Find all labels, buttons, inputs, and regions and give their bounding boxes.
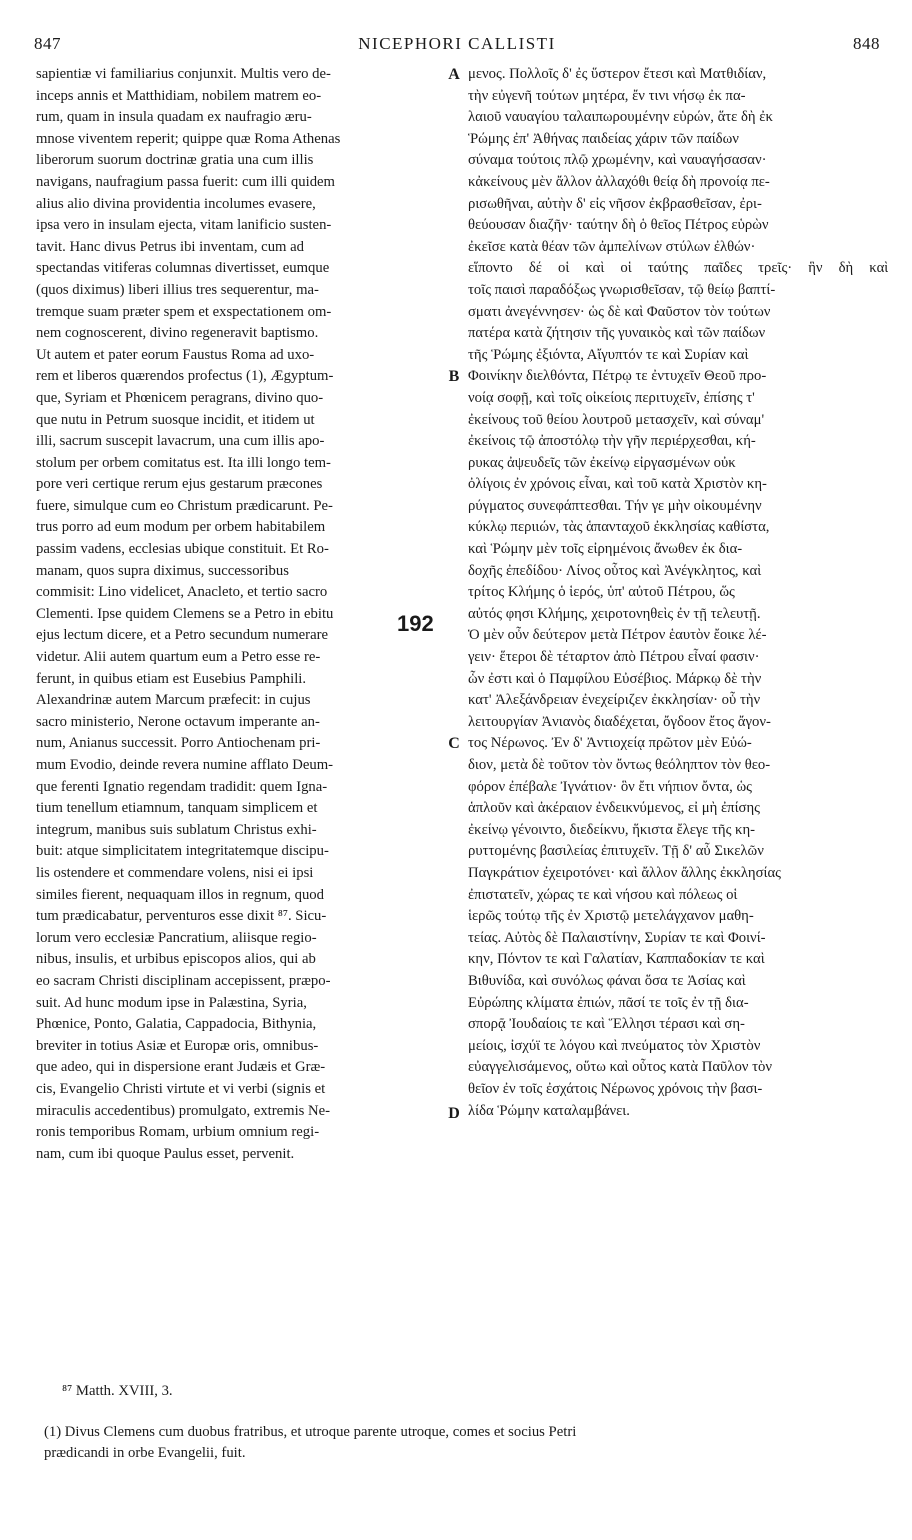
greek-text-line: ἐκείνοις τῷ ἀποστόλῳ τὴν γῆν περιέρχεσθαι, κή- — [468, 433, 756, 450]
greek-text-line: κύκλῳ περιιών, τὰς ἁπανταχοῦ ἐκκλησίας καθίστα, — [468, 519, 770, 536]
latin-text-line: que ferenti Ignatio regendam tradidit: quem Igna- — [36, 778, 328, 795]
latin-text-line: tum prædicabatur, perventuros esse dixit ⁸⁷. Sicu- — [36, 908, 327, 925]
greek-text-line: ὀλίγοις ἐν χρόνοις εἶναι, καὶ τοῦ κατὰ Χριστὸν κη- — [468, 476, 767, 493]
greek-text-line: λειτουργίαν Ἀνιανὸς διαδέχεται, ὄγδοον ἔτος ἄγον- — [468, 713, 771, 730]
latin-text-line: passim vadens, ecclesias ubique constituit. Et Ro- — [36, 541, 329, 558]
section-letter-b: B — [448, 368, 460, 385]
latin-text-line: integrum, manibus suis sublatum Christus exhi- — [36, 821, 317, 838]
latin-text-line: num, Anianus successit. Porro Antiochenam pri- — [36, 735, 321, 752]
greek-text-line: Βιθυνίδα, καὶ συνόλως φάναι ὅσα τε Ἀσίας καὶ — [468, 972, 746, 989]
greek-text-line: φόρον ἐπέβαλε Ἰγνάτιον· ὃν ἔτι νήπιον ὄντα, ὡς — [468, 778, 752, 795]
greek-text-line: ρισωθῆναι, αὐτὴν δ' εἰς νῆσον ἐκβρασθεῖσαν, ἐρι- — [468, 195, 762, 212]
latin-text-line: alius alio divina providentia incolumes evasere, — [36, 195, 316, 212]
greek-text-line: ἁπλοῦν καὶ ἀκέραιον ἐνδεικνύμενος, εἰ μὴ ἐπίσης — [468, 800, 760, 817]
latin-text-line: miraculis accedentibus) promulgato, extremis Ne- — [36, 1102, 331, 1119]
greek-text-line: νοίᾳ σοφῇ, καὶ τοῖς οἰκείοις περιτυχεῖν, ἐπίσης τ' — [468, 389, 755, 406]
page-number-left: 847 — [34, 34, 61, 53]
section-letter-c: C — [448, 735, 460, 752]
latin-text-line: que nutu in Petrum suosque incidit, et itidem ut — [36, 411, 315, 428]
running-title: NICEPHORI CALLISTI — [358, 34, 556, 53]
latin-text-line: illi, sacrum suscepit lavacrum, una cum illis apo- — [36, 433, 325, 450]
greek-text-line: ἐκείνῳ γένοιντο, διεδείκνυ, ἥκιστα ἔλεγε τῆς κη- — [468, 821, 756, 838]
running-header — [34, 34, 880, 56]
greek-text-line: ἐκείνους τοῦ θείου λουτροῦ μετασχεῖν, καὶ σύναμ' — [468, 411, 765, 428]
latin-text-line: breviter in totius Asiæ et Europæ oris, omnibus- — [36, 1037, 319, 1054]
latin-text-line: videtur. Alii autem quartum eum a Petro esse re- — [36, 649, 321, 666]
latin-text-line: (quos diximus) liberi illius tres sequerentur, ma- — [36, 281, 319, 298]
greek-text-line: σύναμα τούτοις πλῷ χρωμένην, καὶ ναυαγήσασαν· — [468, 152, 767, 169]
latin-text-line: Alexandrinæ autem Marcum præfecit: in cujus — [36, 692, 311, 709]
greek-text-line: ρυκας ἀψευδεῖς τῶν ἐκείνῳ εἰργασμένων οὐκ — [468, 454, 736, 471]
latin-text-line: que adeo, qui in dispersione erant Judæis et Græ- — [36, 1059, 326, 1076]
latin-column — [36, 64, 446, 1165]
latin-text-line: navigans, naufragium passa fuerit: cum illi quidem — [36, 173, 335, 190]
latin-text-line: rum, quam in insula quadam ex naufragio æru- — [36, 109, 312, 126]
latin-text-line: mnose viventem reperit; quippe quæ Roma Athenas — [36, 130, 341, 147]
section-letter-a: A — [448, 66, 460, 83]
greek-text-line: δοχῆς ἐπεδίδου· Λίνος οὗτος καὶ Ἀνέγκλητος, καὶ — [468, 562, 762, 579]
greek-text-line: αὐτός φησι Κλήμης, χειροτονηθεὶς ἐν τῇ τελευτῇ. — [468, 605, 761, 622]
latin-text-line: nibus, insulis, et urbibus episcopos alios, qui ab — [36, 951, 316, 968]
latin-text-line: fuere, simulque cum eo Christum prædicarunt. Pe- — [36, 497, 333, 514]
greek-text-line: εἵποντο δέ οἱ καὶ οἱ ταύτης παῖδες τρεῖς· ἣν δὴ καὶ — [468, 260, 888, 277]
greek-text-line: σπορᾷ Ἰουδαίοις τε καὶ Ἕλλησι τέρασι καὶ ση- — [468, 1016, 745, 1033]
latin-text-line: sapientiæ vi familiarius conjunxit. Multis vero de- — [36, 66, 331, 82]
latin-text-line: liberorum suorum doctrinæ gratia una cum illis — [36, 152, 314, 169]
greek-text-line: θεῖον ἐν τοῖς ἐσχάτοις Νέρωνος χρόνοις τὴν βασι- — [468, 1080, 763, 1097]
latin-text-line: mum Evodio, deinde revera numine afflato Deum- — [36, 757, 334, 773]
greek-text-line: κατ' Ἀλεξάνδρειαν ἐνεχείριζεν ἐκκλησίαν· οὗ τὴν — [468, 692, 761, 709]
greek-text-line: κἀκείνους μὲν ἄλλον ἀλλαχόθι θείᾳ δὴ προνοίᾳ πε- — [468, 173, 770, 190]
greek-text-line: μενος. Πολλοῖς δ' ἐς ὕστερον ἔτεσι καὶ Ματθιδίαν, — [468, 66, 767, 82]
greek-text-line: Ῥώμης ἐπ' Ἀθήνας παιδείας χάριν τῶν παίδων — [468, 130, 739, 147]
latin-text-line: ipsa vero in insulam ejecta, vitam lanificio susten- — [36, 217, 332, 234]
latin-text-line: stolum per orbem comitatus est. Ita illi longo tem- — [36, 454, 331, 471]
greek-text-line: τῆς Ῥώμης ἐξιόντα, Αἴγυπτόν τε καὶ Συρίαν καὶ — [468, 346, 749, 363]
greek-text-line: θεύουσαν διαζῆν· ταύτην δὴ ὁ θεῖος Πέτρος εὑρὼν — [468, 217, 769, 234]
latin-text-line: similes fierent, nequaquam illos in regnum, quod — [36, 886, 324, 903]
latin-text-line: tremque suam præter spem et exspectationem om- — [36, 303, 332, 320]
greek-text-line: ὧν ἐστι καὶ ὁ Παμφίλου Εὐσέβιος. Μάρκῳ δὲ τὴν — [468, 670, 762, 687]
greek-text-line: μείοις, ἰσχύϊ τε λόγου καὶ πνεύματος τὸν Χριστὸν — [468, 1037, 761, 1054]
greek-text-line: Παγκράτιον ἐχειροτόνει· καὶ ἄλλον ἄλλης ἐκκλησίας — [468, 864, 781, 881]
latin-text-line: que, Syriam et Phœnicem peragrans, divino quo- — [36, 389, 324, 406]
greek-text-line: τρίτος Κλήμης ὁ ἱερός, ὑπ' αὐτοῦ Πέτρου, ὥς — [468, 584, 735, 601]
latin-text-line: ronis temporibus Romam, urbium omnium regi- — [36, 1124, 320, 1141]
latin-text-line: Phœnice, Ponto, Galatia, Cappadocia, Bithynia, — [36, 1016, 317, 1033]
latin-text-line: nam, cum ibi quoque Paulus esset, pervenit. — [36, 1145, 295, 1162]
latin-text-line: lis ostendere et commendare volens, nisi ei ipsi — [36, 864, 314, 881]
latin-text-line: tavit. Hanc divus Petrus ibi inventam, cum ad — [36, 238, 304, 255]
margin-number: 192 — [397, 611, 434, 636]
latin-text-line: sacro ministerio, Nerone octavum imperante an- — [36, 713, 320, 730]
greek-text-line: τείας. Αὐτὸς δὲ Παλαιστίνην, Συρίαν τε καὶ Φοινί- — [468, 929, 766, 946]
latin-text-line: tium tenellum etiamnum, tanquam simplicem et — [36, 800, 318, 817]
greek-column — [468, 64, 888, 1122]
footnote-line: prædicandi in orbe Evangelii, fuit. — [44, 1445, 246, 1461]
greek-text-line: εὐαγγελισάμενος, οὕτω καὶ οὗτος κατὰ Παῦλον τὸν — [468, 1059, 772, 1076]
greek-text-line: λίδα Ῥώμην καταλαμβάνει. — [468, 1102, 630, 1119]
greek-text-line: γειν· ἕτεροι δὲ τέταρτον ἀπὸ Πέτρου εἶναί φασιν· — [468, 649, 760, 666]
greek-text-line: τος Νέρωνος. Ἐν δ' Ἀντιοχείᾳ πρῶτον μὲν Εὐώ- — [468, 735, 752, 752]
latin-text-line: ejus lectum dicere, et a Petro secundum numerare — [36, 627, 329, 644]
latin-text-line: commisit: Lino videlicet, Anacleto, et tertio sacro — [36, 584, 328, 601]
page-number-right: 848 — [853, 34, 880, 53]
greek-text-line: τοῖς παισὶ παραδόξως γνωρισθεῖσαν, τῷ θείῳ βαπτί- — [468, 281, 776, 298]
latin-text-line: nem cognoscerent, divino regeneravit baptismo. — [36, 325, 319, 342]
greek-text-line: Εὐρώπης κλίματα ἐπιών, πᾶσί τε τοῖς ἐν τῇ δια- — [468, 994, 749, 1011]
latin-text-line: Ut autem et pater eorum Faustus Roma ad uxo- — [36, 346, 315, 363]
greek-text-line: Φοινίκην διελθόντα, Πέτρῳ τε ἐντυχεῖν Θεοῦ προ- — [468, 368, 767, 385]
greek-text-line: κην, Πόντον τε καὶ Γαλατίαν, Καππαδοκίαν τε καὶ — [468, 951, 765, 968]
greek-text-line: ρύγματος συνεφάπτεσθαι. Τήν γε μὴν οἰκουμένην — [468, 497, 762, 514]
scripture-reference: ⁸⁷ Matth. XVIII, 3. — [62, 1383, 173, 1399]
greek-text-line: Ὁ μὲν οὖν δεύτερον μετὰ Πέτρον ἑαυτὸν ἔοικε λέ- — [468, 627, 767, 644]
greek-text-line: ρυττομένης βασιλείας ἐπιτυχεῖν. Τῇ δ' αὖ Σικελῶν — [468, 843, 764, 860]
greek-text-line: ἱερῶς τούτῳ τῆς ἐν Χριστῷ μετελάγχανον μαθη- — [468, 908, 754, 925]
latin-text-line: trus porro ad eum modum per orbem habitabilem — [36, 519, 326, 536]
greek-text-line: καὶ Ῥώμην μὲν τοῖς εἰρημένοις ἄνωθεν ἐκ δια- — [468, 541, 743, 558]
greek-text-line: ἐκεῖσε κατὰ θέαν τῶν ἀμπελίνων στύλων ἐλθών· — [468, 238, 756, 255]
greek-text-line: τὴν εὐγενῆ τούτων μητέρα, ἔν τινι νήσῳ ἐκ πα- — [468, 87, 746, 104]
section-letter-d: D — [448, 1105, 460, 1122]
latin-text-line: lorum vero ecclesiæ Pancratium, aliisque regio- — [36, 929, 317, 946]
latin-text-line: suit. Ad hunc modum ipse in Palæstina, Syria, — [36, 994, 307, 1011]
greek-text-line: σματι ἀνεγέννησεν· ὡς δὲ καὶ Φαῦστον τὸν τούτων — [468, 303, 771, 320]
latin-text-line: ferunt, in quibus etiam est Eusebius Pamphili. — [36, 670, 307, 687]
greek-text-line: ἐπιστατεῖν, χώρας τε καὶ νήσου καὶ πόλεως οἱ — [468, 886, 738, 903]
footnote-line: (1) Divus Clemens cum duobus fratribus, et utroque parente utroque, comes et socius Petri — [44, 1424, 577, 1440]
greek-text-line: πατέρα κατὰ ζήτησιν τῆς γυναικὸς καὶ τῶν παίδων — [468, 325, 766, 342]
latin-text-line: inceps annis et Matthidiam, nobilem matrem eo- — [36, 87, 322, 104]
latin-text-line: spectandas vitiferas columnas divertisset, eumque — [36, 260, 330, 277]
greek-text-line: λαιοῦ ναυαγίου ταλαιπωρουμένην εὑρών, ἅτε δὴ ἐκ — [468, 109, 773, 126]
latin-text-line: manam, quos supra diximus, successoribus — [36, 562, 289, 579]
latin-text-line: rem et liberos quærendos profectus (1), Ægyptum- — [36, 368, 334, 385]
latin-text-line: buit: atque simplicitatem integritatemque discipu- — [36, 843, 329, 860]
greek-text-line: διον, μετὰ δὲ τοῦτον τὸν ὄντως θεόληπτον τὸν θεο- — [468, 757, 771, 773]
latin-text-line: pore veri certique rerum ejus gestarum præcones — [36, 476, 323, 493]
latin-text-line: eo sacram Christi disciplinam accepissent, præpo- — [36, 972, 331, 989]
latin-text-line: cis, Evangelio Christi virtute et vi verbi (signis et — [36, 1080, 326, 1097]
footnote — [44, 1422, 884, 1464]
latin-text-line: Clementi. Ipse quidem Clemens se a Petro in ebitu — [36, 605, 334, 622]
